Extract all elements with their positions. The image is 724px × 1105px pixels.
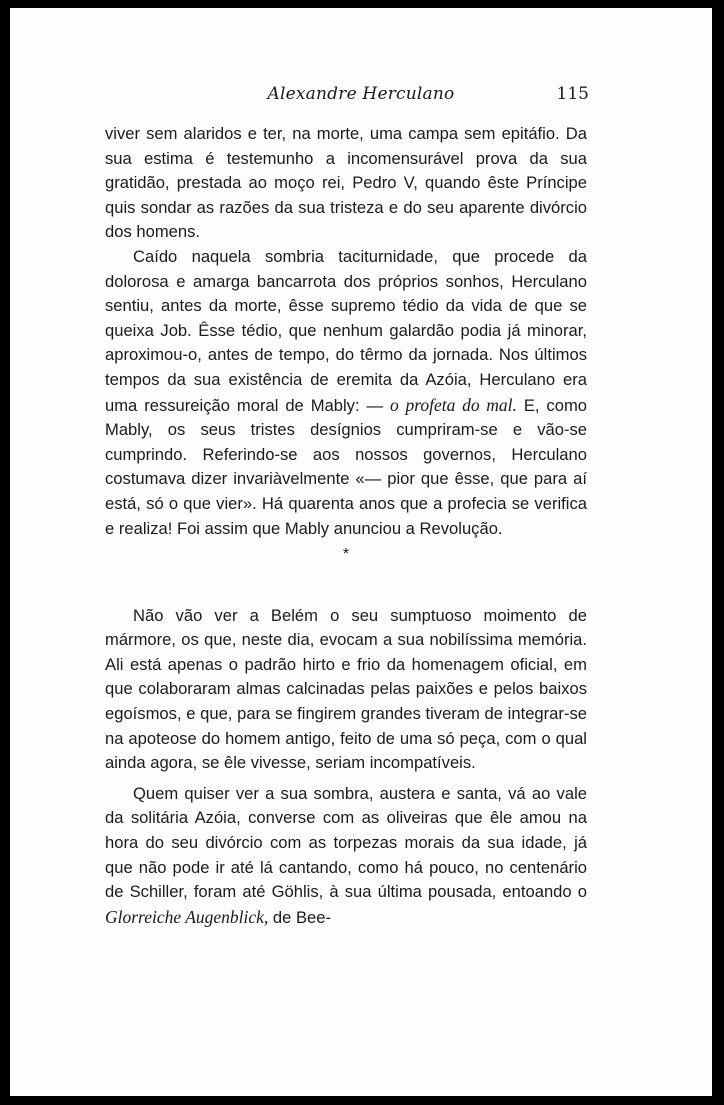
paragraph-text: Quem quiser ver a sua sombra, austera e santa, vá ao vale da solitária Azóia, converse com as oliveiras que êle amou na hora do seu divórcio com as torpezas morais da sua idade, já que não pode ir até lá cantando, como há pouco, no centenário de Schiller, foram até Göhlis, à sua última pousada, entoando o (105, 783, 587, 902)
paragraph (105, 245, 587, 541)
paragraph-text: de Bee- (268, 907, 332, 927)
paragraph (105, 782, 587, 931)
book-page (10, 8, 712, 1096)
paragraph-text: Caído naquela sombria taciturnidade, que procede da dolorosa e amarga bancarrota dos próprios sonhos, Herculano sentiu, antes da morte, êsse supremo tédio da vida de que se queixa Job. Êsse tédio, que nenhum galardão podia já minorar, aproximou-o, antes de tempo, do têrmo da jornada. Nos últimos tempos da sua existência de eremita da Azóia, Herculano era uma ressureição moral de Mably: — (105, 246, 587, 415)
italic-title: Glorreiche Augenblick, (105, 906, 269, 927)
section-separator: * (342, 546, 350, 564)
paragraph: viver sem alaridos e ter, na morte, uma campa sem epitáfio. Da sua estima é testemunho a incomensurável prova da sua gratidão, prestada ao moço rei, Pedro V, quando êste Príncipe quis sondar as razões da sua tristeza e do seu aparente divórcio dos homens. (105, 124, 587, 242)
italic-phrase: o profeta do mal. (390, 394, 517, 415)
paragraph: Não vão ver a Belém o seu sumptuoso moimento de mármore, os que, neste dia, evocam a sua nobilíssima memória. Ali está apenas o padrão hirto e frio da homenagem oficial, em que colaboraram almas calcinadas pelas paixões e pelos baixos egoísmos, e que, para se fingirem grandes tiveram de integrar-se na apoteose do homem antigo, feito de uma só peça, com o qual ainda agora, se êle vivesse, seriam incompatíveis. (105, 605, 587, 773)
page-header (10, 84, 712, 110)
page-number: 115 (556, 84, 589, 104)
body-text (105, 122, 587, 930)
running-title: Alexandre Herculano (267, 84, 455, 104)
paragraph-text: E, como Mably, os seus tristes desígnios cumpriram-se e vão-se cumprindo. Referindo-se aos nossos governos, Herculano costumava dizer invariàvelmente «— pior que êsse, que para aí está, só o que vier». Há quarenta anos que a profecia se verifica e realiza! Foi assim que Mably anunciou a Revolução. (105, 395, 587, 538)
